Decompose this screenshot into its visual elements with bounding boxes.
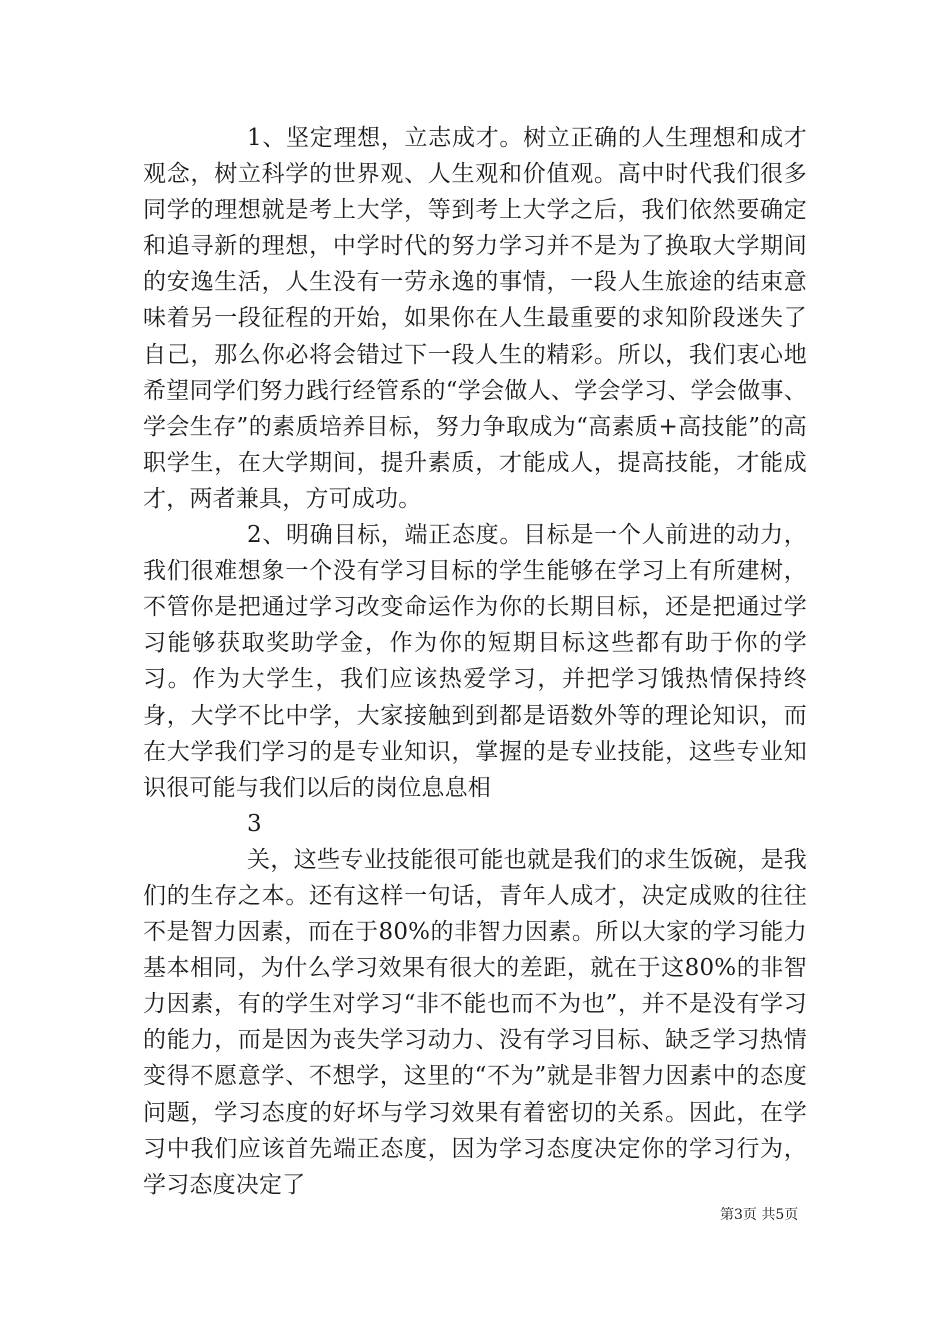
paragraph-3: 关，这些专业技能很可能也就是我们的求生饭碗，是我们的生存之本。还有这样一句话，青年人成才，决定成败的往往不是智力因素，而在于80%的非智力因素。所以大家的学习能力基本相同，为什么学习效果有很大的差距，就在于这80%的非智力因素，有的学生对学习“非不能也而不为也”，并不是没有学习的能力，而是因为丧失学习动力、没有学习目标、缺乏学习热情变得不愿意学、不想学，这里的“不为”就是非智力因素中的态度问题，学习态度的好坏与学习效果有着密切的关系。因此，在学习中我们应该首先端正态度，因为学习态度决定你的学习行为，学习态度决定了 bbox=[143, 846, 807, 1198]
document-body bbox=[143, 120, 807, 1203]
paragraph-1: 1、坚定理想，立志成才。树立正确的人生理想和成才观念，树立科学的世界观、人生观和价值观。高中时代我们很多同学的理想就是考上大学，等到考上大学之后，我们依然要确定和追寻新的理想，中学时代的努力学习并不是为了换取大学期间的安逸生活，人生没有一劳永逸的事情，一段人生旅途的结束意味着另一段征程的开始，如果你在人生最重要的求知阶段迷失了自己，那么你必将会错过下一段人生的精彩。所以，我们衷心地希望同学们努力践行经管系的“学会做人、学会学习、学会做事、学会生存”的素质培养目标，努力争取成为“高素质+高技能”的高职学生，在大学期间，提升素质，才能成人，提高技能，才能成才，两者兼具，方可成功。 bbox=[143, 125, 807, 512]
page-footer: 第3页 共5页 bbox=[720, 1207, 799, 1223]
paragraph-2: 2、明确目标，端正态度。目标是一个人前进的动力，我们很难想象一个没有学习目标的学生能够在学习上有所建树，不管你是把通过学习改变命运作为你的长期目标，还是把通过学习能够获取奖助学金，作为你的短期目标这些都有助于你的学习。作为大学生，我们应该热爱学习，并把学习饿热情保持终身，大学不比中学，大家接触到到都是语数外等的理论知识，而在大学我们学习的是专业知识，掌握的是专业技能，这些专业知识很可能与我们以后的岗位息息相 bbox=[143, 522, 807, 801]
inline-page-number: 3 bbox=[247, 810, 262, 837]
